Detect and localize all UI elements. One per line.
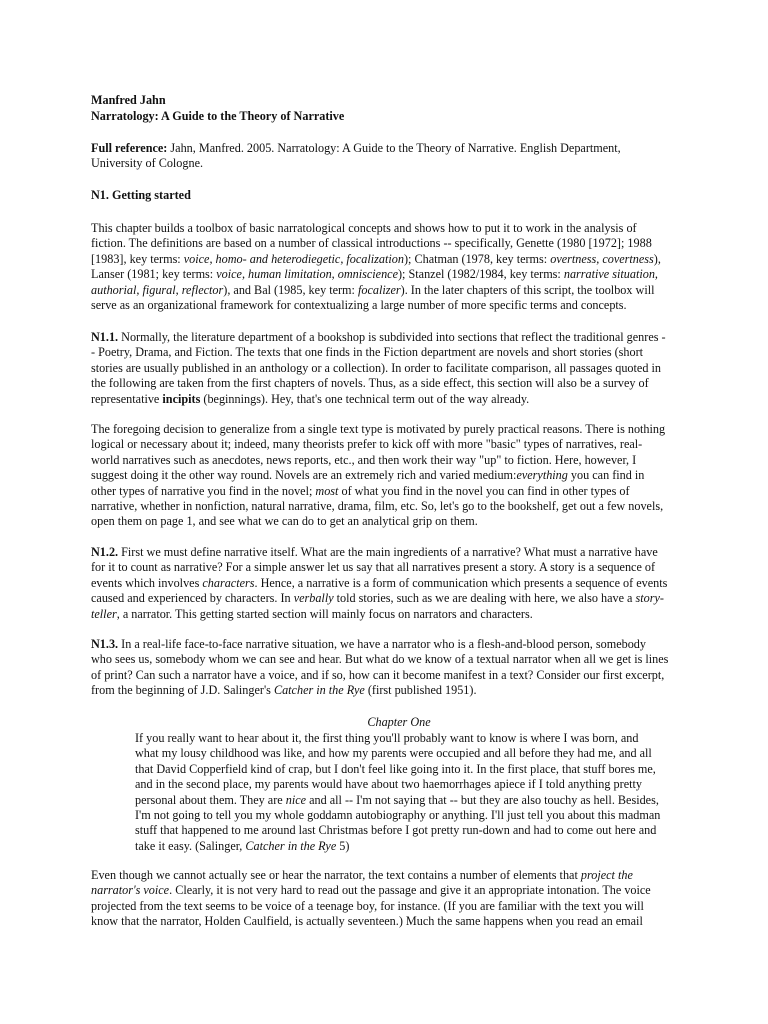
paragraph-even-though xyxy=(91,868,669,930)
document-title: Narratology: A Guide to the Theory of Narrative xyxy=(91,109,345,123)
full-reference xyxy=(91,141,669,172)
reference-line-1 xyxy=(91,141,669,156)
para2-text-2: you can find in other types of narrative you find in the novel; xyxy=(91,468,645,498)
intro-term-3: voice, human limitation, omniscience xyxy=(216,267,398,282)
intro-text-3: ), Lanser (1981; key terms: xyxy=(91,251,661,282)
para3-text-1: Even though we cannot actually see or hear the narrator, the text contains a number of elements that xyxy=(91,868,581,882)
para3-text-2: . Clearly, it is not very hard to read out the passage and give it an appropriate intonation. The voice projected from the text seems to be voice of a teenage boy, for instance. (If you are familiar with the text you will know that the narrator, Holden Caulfield, is actually seventeen.) Much the same happens when you read an email xyxy=(91,883,651,929)
intro-paragraph xyxy=(91,221,669,313)
n13-italic-1: Catcher in the Rye xyxy=(273,683,365,698)
paragraph-foregoing xyxy=(91,422,669,530)
quote-heading xyxy=(135,715,663,730)
n12-text-4: , a narrator. This getting started section will mainly focus on narrators and characters. xyxy=(116,606,533,621)
quote-text-3: 5) xyxy=(336,838,350,853)
quote-italic-2: Catcher in the Rye xyxy=(245,838,337,853)
paragraph-number: N1.2. xyxy=(91,545,119,559)
n12-text-2: . Hence, a narrative is a form of communication which presents a sequence of events caused and experienced by characters. In xyxy=(91,575,668,606)
paragraph-n1-3 xyxy=(91,637,669,699)
reference-text: Jahn, Manfred. 2005. Narratology: A Guide to the Theory of Narrative. English Department, xyxy=(167,141,621,155)
para2-italic-2: most xyxy=(315,483,339,498)
paragraph-n1-2 xyxy=(91,545,669,622)
n12-italic-3: story-teller xyxy=(91,591,664,621)
author-name: Manfred Jahn xyxy=(91,93,166,107)
n13-text-1: In a real-life face-to-face narrative situation, we have a narrator who is a flesh-and-blood person, somebody who sees us, somebody whom we can see and hear. But what do we know of a textual narrator when all we get is lines of print? Can such a narrator have a voice, and if so, how can it become manifest in a text? Consider our first excerpt, from the beginning of J.D. Salinger's xyxy=(91,637,669,698)
para2-italic-1: everything xyxy=(516,468,568,483)
paragraph-n1-1 xyxy=(91,330,669,407)
quote-text-1: If you really want to hear about it, the first thing you'll probably want to know is where I was born, and what my lousy childhood was like, and how my parents were occupied and all before they had me, and all that David Copperfield kind of crap, but I don't feel like going into it. In the first place, that stuff bores me, and in the second place, my parents would have about two haemorrhages apiece if I told anything pretty personal about them. They are xyxy=(135,731,656,807)
paragraph-number: N1.3. xyxy=(91,637,119,651)
para2-text-1: The foregoing decision to generalize from a single text type is motivated by purely practical reasons. There is nothing logical or necessary about it; indeed, many theorists prefer to kick off with more "basic" types of narratives, real-world narratives such as anecdotes, news reports, etc., and then work their way "up" to fiction. Here, however, I suggest doing it the other way round. Novels are an extremely rich and varied medium: xyxy=(91,422,666,483)
n11-term-incipits: incipits xyxy=(162,391,201,406)
para3-italic-1: project the narrator's voice xyxy=(91,868,633,898)
quote-text-2: and all -- I'm not saying that -- but they are also touchy as hell. Besides, I'm not going to tell you my whole goddamn autobiography or anything. I'll just tell you about this madman stuff that happened to me around last Christmas before I got pretty run-down and had to come out here and take it easy. (Salinger, xyxy=(135,792,661,853)
intro-term-2: overtness, covertness xyxy=(550,251,654,266)
n12-text-3: told stories, such as we are dealing with here, we also have a xyxy=(333,591,636,606)
intro-term-1: voice, homo- and heterodiegetic, focalization xyxy=(183,251,404,266)
para2-text-3: of what you find in the novel you can find in other types of narrative, whether in nonfiction, natural narrative, drama, film, etc. So, let's go to the bookshelf, get out a few novels, open them on page 1, and see what we can do to get an analytical grip on them. xyxy=(91,483,664,529)
n12-text-1: First we must define narrative itself. What are the main ingredients of a narrative? What must a narrative have for it to count as narrative? For a simple answer let us say that all narratives present a story. A story is a sequence of events which involves xyxy=(91,545,658,590)
intro-text-2: ); Chatman (1978, key terms: xyxy=(403,251,551,266)
intro-text-4: ); Stanzel (1982/1984, key terms: xyxy=(398,267,564,282)
reference-label: Full reference: xyxy=(91,141,168,155)
intro-text-5: ), and Bal (1985, key term: xyxy=(223,282,358,297)
quote-italic-1: nice xyxy=(285,792,307,807)
reference-line-2: University of Cologne. xyxy=(91,156,204,171)
paragraph-number: N1.1. xyxy=(91,330,119,344)
intro-term-4: narrative situation, authorial, figural, reflector xyxy=(91,267,658,297)
intro-text-1: This chapter builds a toolbox of basic narratological concepts and shows how to put it to work in the analysis of fiction. The definitions are based on a number of classical introductions -- specifically, Genette (1980 [1972]; 1988 [1983], key terms: xyxy=(91,221,652,266)
n13-text-2: (first published 1951). xyxy=(364,683,477,698)
section-heading: N1. Getting started xyxy=(91,188,191,202)
block-quote xyxy=(135,731,663,854)
n12-italic-1: characters xyxy=(202,575,255,590)
intro-term-5: focalizer xyxy=(357,282,401,297)
n11-text-2: (beginnings). Hey, that's one technical term out of the way already. xyxy=(200,391,530,406)
quote-heading-text: Chapter One xyxy=(367,715,431,729)
n12-italic-2: verbally xyxy=(293,591,334,606)
n11-text-1: Normally, the literature department of a bookshop is subdivided into sections that reflect the traditional genres -- Poetry, Drama, and Fiction. The texts that one finds in the Fiction department are novels and short stories (short stories are usually published in an anthology or a collection). In order to facilitate comparison, all passages quoted in the following are taken from the first chapters of novels. Thus, as a side effect, this section will also be a survey of representative xyxy=(91,330,666,406)
intro-text-6: ). In the later chapters of this script, the toolbox will serve as an organizational framework for contextualizing a large number of more specific terms and concepts. xyxy=(91,282,655,313)
